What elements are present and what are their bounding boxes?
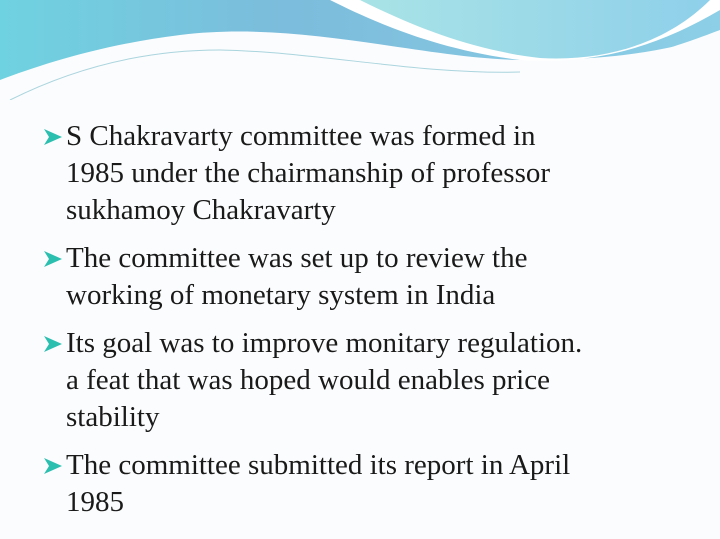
bullet-text: 1985 — [66, 486, 124, 518]
arrow-bullet-icon — [44, 458, 62, 474]
arrow-bullet-icon — [44, 251, 62, 267]
bullet-text: working of monetary system in India — [66, 279, 496, 311]
bullet-text: sukhamoy Chakravarty — [66, 194, 336, 226]
arrow-bullet-icon — [44, 336, 62, 352]
header-wave-decoration — [0, 0, 720, 100]
bullet-text: The committee was set up to review the — [66, 242, 528, 274]
bullet-text: 1985 under the chairmanship of professor — [66, 157, 551, 189]
bullet-text: a feat that was hoped would enables price — [66, 364, 550, 396]
arrow-bullet-icon — [44, 129, 62, 145]
bullet-list — [44, 118, 704, 532]
bullet-text: stability — [66, 401, 160, 433]
bullet-text: The committee submitted its report in April — [66, 449, 571, 481]
bullet-item — [44, 447, 704, 521]
bullet-text: S Chakravarty committee was formed in — [66, 120, 536, 152]
bullet-item — [44, 325, 704, 436]
bullet-text: Its goal was to improve monitary regulation. — [66, 327, 583, 359]
bullet-item — [44, 118, 704, 229]
bullet-item — [44, 240, 704, 314]
